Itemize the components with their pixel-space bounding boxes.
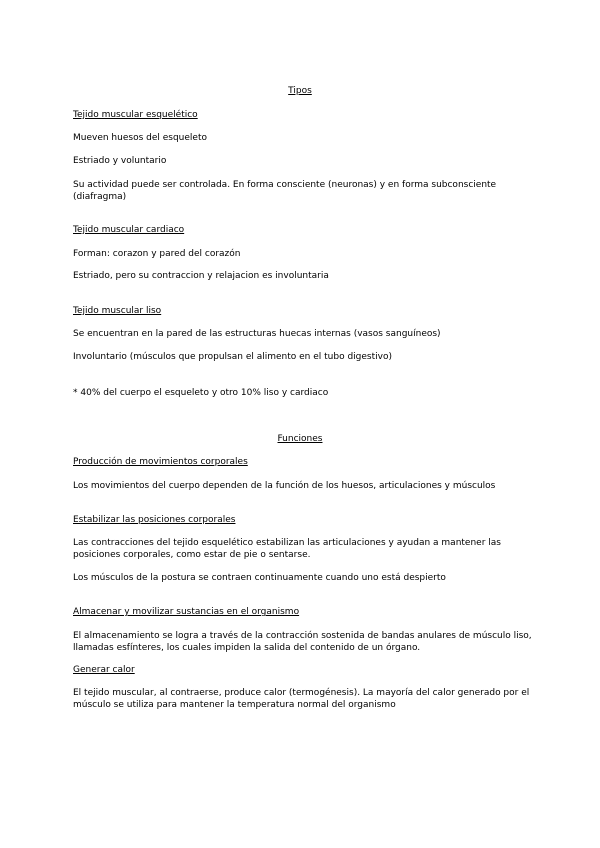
heading-tejido-esqueletico: Tejido muscular esquelético bbox=[73, 110, 198, 120]
paragraph: Los movimientos del cuerpo dependen de la función de los huesos, articulaciones y músculos bbox=[73, 481, 496, 491]
paragraph: El tejido muscular, al contraerse, produce calor (termogénesis). La mayoría del calor generado por el músculo se utiliza para mantener la temperatura normal del organismo bbox=[73, 688, 530, 710]
section-title-funciones: Funciones bbox=[277, 434, 323, 444]
paragraph: Las contracciones del tejido esquelético estabilizan las articulaciones y ayudan a mantener las posiciones corporales, como estar de pie o sentarse. bbox=[73, 538, 501, 560]
paragraph: Su actividad puede ser controlada. En forma consciente (neuronas) y en forma subconsciente (diafragma) bbox=[73, 180, 497, 202]
paragraph: Los músculos de la postura se contraen continuamente cuando uno está despierto bbox=[73, 573, 446, 583]
heading-generar-calor: Generar calor bbox=[73, 665, 135, 675]
heading-almacenar-sustancias: Almacenar y movilizar sustancias en el organismo bbox=[73, 607, 300, 617]
paragraph: Mueven huesos del esqueleto bbox=[73, 133, 207, 143]
paragraph: El almacenamiento se logra a través de la contracción sostenida de bandas anulares de músculo liso, llamadas esfínteres, los cuales impiden la salida del contenido de un órgano. bbox=[73, 631, 532, 653]
heading-estabilizar-posiciones: Estabilizar las posiciones corporales bbox=[73, 515, 236, 525]
paragraph: Involuntario (músculos que propulsan el alimento en el tubo digestivo) bbox=[73, 352, 392, 362]
paragraph: Forman: corazon y pared del corazón bbox=[73, 249, 241, 259]
note: * 40% del cuerpo el esqueleto y otro 10% liso y cardiaco bbox=[73, 388, 329, 398]
paragraph: Estriado y voluntario bbox=[73, 156, 167, 166]
paragraph: Se encuentran en la pared de las estructuras huecas internas (vasos sanguíneos) bbox=[73, 329, 441, 339]
heading-tejido-liso: Tejido muscular liso bbox=[73, 306, 162, 316]
heading-produccion-movimientos: Producción de movimientos corporales bbox=[73, 457, 248, 467]
paragraph: Estriado, pero su contraccion y relajacion es involuntaria bbox=[73, 271, 329, 281]
heading-tejido-cardiaco: Tejido muscular cardiaco bbox=[73, 225, 185, 235]
section-title-tipos: Tipos bbox=[288, 86, 312, 96]
